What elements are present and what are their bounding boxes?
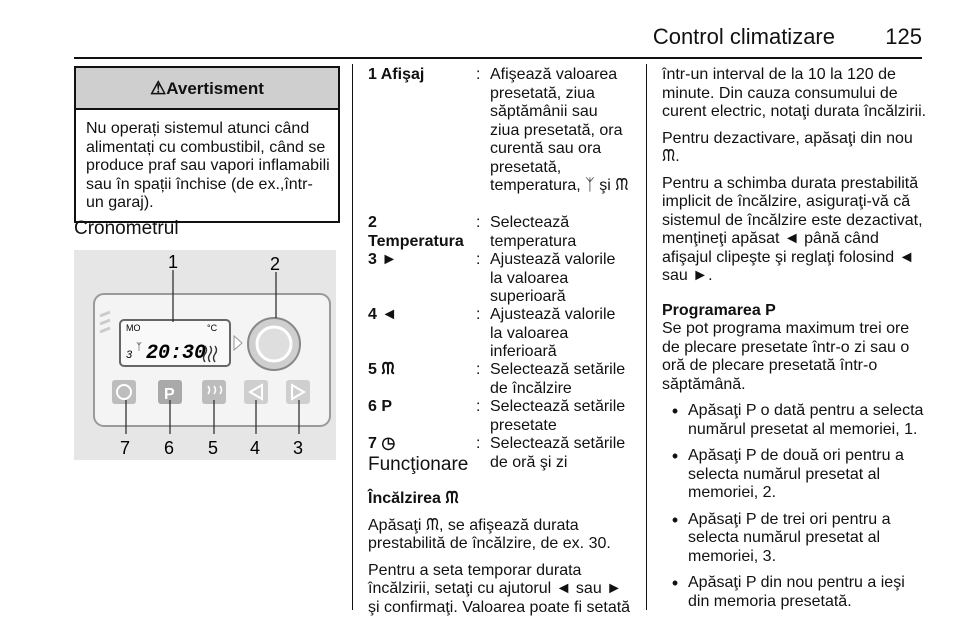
timer-panel-figure	[74, 250, 336, 460]
control-legend	[368, 66, 630, 472]
paragraph: Pentru a seta temporar durata încălzirii, setaţi cu ajutorul ◄ sau ► şi confirmaţi. Valoarea poate fi setată	[368, 561, 631, 616]
legend-item: 6 P : Selectează setările presetate	[368, 398, 626, 434]
section-heading-operation: Funcţionare	[368, 454, 469, 475]
warning-body: Nu operați sistemul atunci când alimentați cu combustibil, când se produce praf sau vapori inflamabili sau în spații închise (de ex.,într-un garaj).	[86, 120, 330, 211]
paragraph: Apăsaţi ᙏ, se afişează durata prestabilită de încălzire, de ex. 30.	[368, 516, 611, 552]
list-item: • Apăsaţi P din nou pentru a ieşi din memoria presetată.	[671, 573, 905, 610]
operation-text	[368, 490, 636, 625]
display-time: 20:30	[146, 342, 207, 365]
paragraph: Pentru dezactivare, apăsaţi din nou ᙏ.	[662, 129, 913, 165]
column-3-text	[662, 66, 930, 619]
display-num: 3	[126, 349, 133, 361]
callout-3: 3	[293, 438, 304, 458]
callout-1: 1	[168, 252, 179, 272]
legend-item: 2 Temperatura : Selectează temperatura	[368, 214, 577, 250]
list-item: • Apăsaţi P de două ori pentru a selecta numărul presetat al memoriei, 2.	[671, 446, 904, 501]
column-divider-1	[352, 64, 353, 610]
subheading-programming: Programarea P	[662, 301, 776, 319]
paragraph: Se pot programa maximum trei ore de plecare presetate într-o zi sau o oră de plecare presetată într-o săptămână.	[662, 320, 910, 393]
legend-item: 3 ► : Ajustează valorile la valoarea superioară	[368, 251, 616, 305]
callout-2: 2	[270, 254, 281, 274]
list-item: • Apăsaţi P de trei ori pentru a selecta numărul presetat al memoriei, 3.	[671, 509, 891, 565]
increase-button	[286, 380, 310, 404]
warning-title: Avertisment	[166, 79, 264, 98]
list-item: • Apăsaţi P o dată pentru a selecta numărul presetat al memoriei, 1.	[671, 401, 924, 438]
callout-4: 4	[250, 438, 261, 458]
display-mo: MO	[126, 323, 141, 333]
clock-button	[112, 380, 136, 404]
warning-icon: ⚠	[150, 78, 167, 98]
legend-item: 5 ᙏ : Selectează setările de încălzire	[368, 361, 626, 397]
svg-text:P: P	[164, 386, 175, 403]
legend-item: 4 ◄ : Ajustează valorile la valoarea inferioară	[368, 306, 616, 360]
callout-6: 6	[164, 438, 175, 458]
subheading-heating: Încălzirea ᙏ	[368, 490, 459, 507]
antenna-icon: ᛉ	[136, 342, 142, 353]
header-title: Control climatizare	[652, 24, 835, 49]
warning-box	[74, 66, 340, 223]
header-rule	[74, 57, 922, 59]
legend-item: 1 Afişaj : Afişează valoarea presetată, ziua săptămânii sau ziua presetată, ora curentă sau ora presetată, temperatura, ᛉ şi ᙏ	[368, 66, 629, 194]
page-number: 125	[885, 24, 922, 49]
warning-header	[76, 68, 338, 110]
page-header	[0, 18, 960, 58]
column-divider-2	[646, 64, 647, 610]
paragraph: într-un interval de la 10 la 120 de minute. Din cauza consumului de curent electric, notaţi durata încălzirii.	[662, 66, 927, 120]
callout-7: 7	[120, 438, 131, 458]
legend-item: 7 ◷ : Selectează setările de oră şi zi	[368, 435, 626, 471]
callout-5: 5	[208, 438, 219, 458]
section-heading-timer: Cronometrul	[74, 218, 179, 239]
paragraph: Pentru a schimba durata prestabilită implicit de încălzire, asiguraţi-vă că sistemul de încălzire este dezactivat, menţineţi apăsat ◄ până când afişajul clipeşte şi reglaţi folosind ◄ sau ►.	[662, 174, 923, 284]
display-degc: °C	[207, 323, 218, 333]
